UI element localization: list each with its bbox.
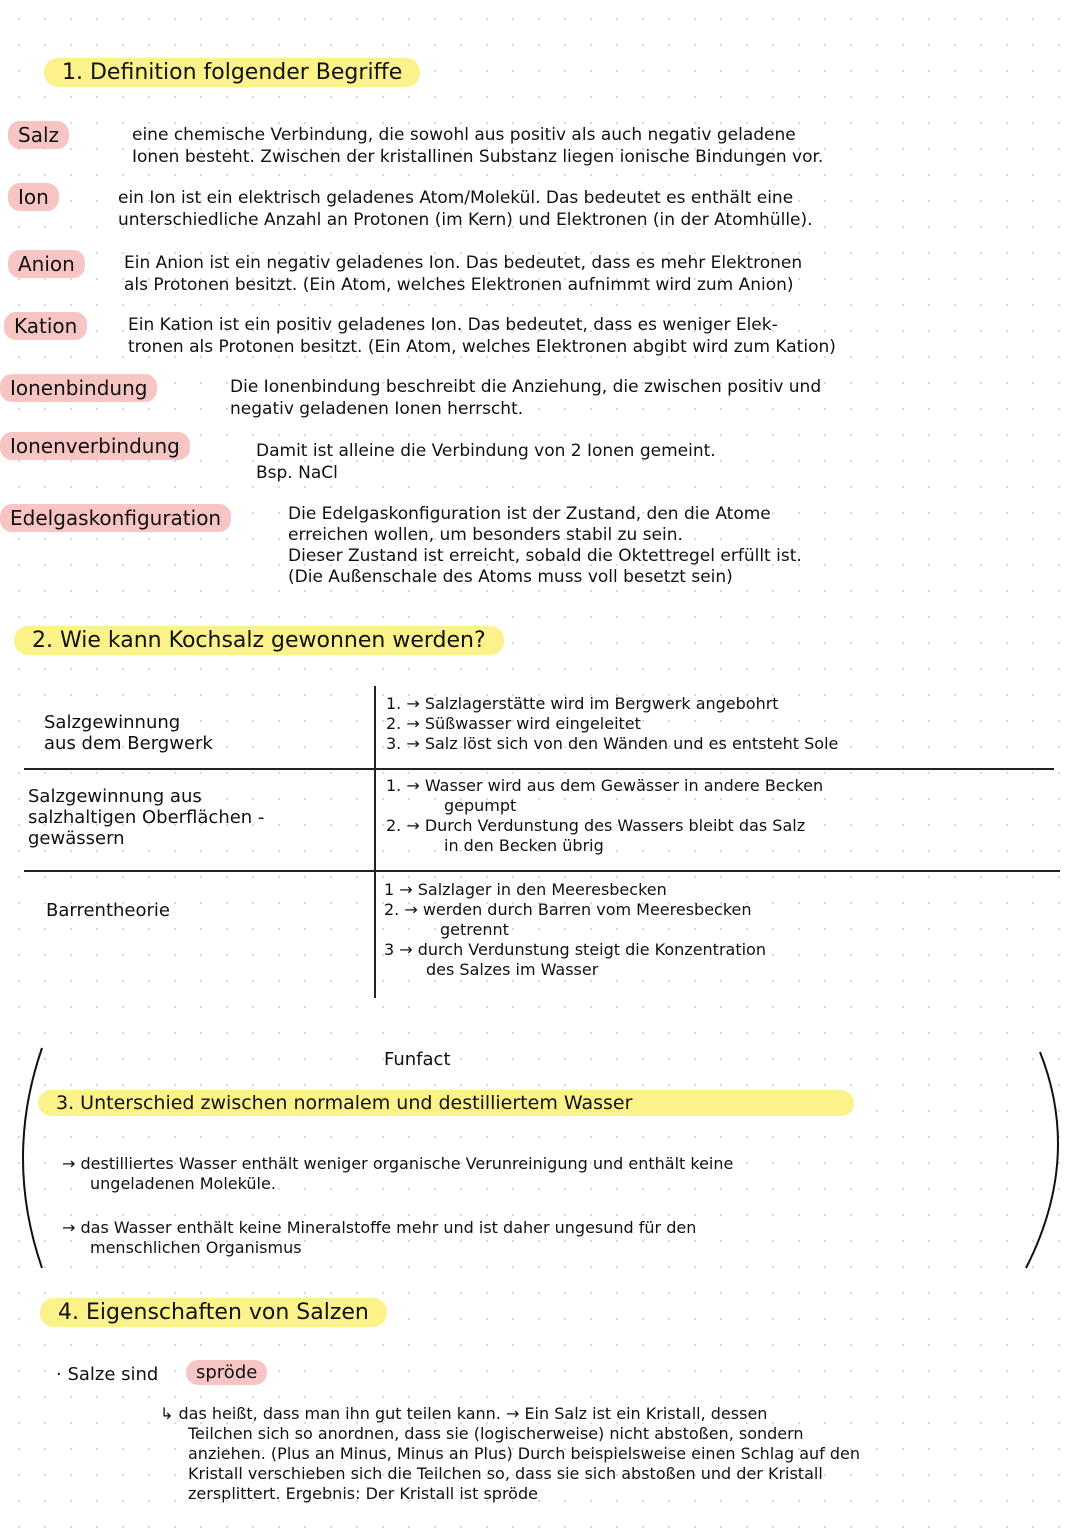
right-bracket	[1026, 1052, 1058, 1268]
section4-title: 4. Eigenschaften von Salzen	[40, 1298, 387, 1327]
row-barrentheorie-label: Barrentheorie	[46, 900, 170, 921]
section2-title: 2. Wie kann Kochsalz gewonnen werden?	[14, 626, 504, 655]
definition-ion: ein Ion ist ein elektrisch geladenes Atom/Molekül. Das bedeutet es enthält eine unterschiedliche Anzahl an Protonen (im Kern) und Elektronen (in der Atomhülle).	[118, 188, 813, 230]
term-anion: Anion	[8, 250, 85, 278]
definition-salz: eine chemische Verbindung, die sowohl aus positiv als auch negativ geladene Ionen besteht. Zwischen der kristallinen Substanz liegen ionische Bindungen vor.	[132, 125, 824, 167]
table-divider-1	[24, 768, 1054, 770]
row-bergwerk-label: Salzgewinnung aus dem Bergwerk	[44, 712, 213, 754]
row-bergwerk-steps: 1. → Salzlagerstätte wird im Bergwerk angebohrt 2. → Süßwasser wird eingeleitet 3. → Salz löst sich von den Wänden und es entsteht Sole	[386, 694, 839, 753]
left-bracket	[23, 1048, 42, 1268]
table-divider-2	[24, 870, 1060, 872]
term-ionenbindung: Ionenbindung	[0, 374, 157, 402]
row-oberflaechengewaesser-steps: 1. → Wasser wird aus dem Gewässer in andere Becken gepumpt 2. → Durch Verdunstung des Wassers bleibt das Salz in den Becken übrig	[386, 776, 824, 855]
spröde-explanation: ↳ das heißt, dass man ihn gut teilen kann. → Ein Salz ist ein Kristall, dessen Teilchen sich so anordnen, dass sie (logischerweise) nicht abstoßen, sondern anziehen. (Plus an Minus, Minus an Plus) Durch beispielsweise einen Schlag auf den Kristall verschieben sich die Teilchen so, dass sie sich abstoßen und der Kristall zersplittert. Ergebnis: Der Kristall ist spröde	[160, 1404, 861, 1503]
funfact-point-2: → das Wasser enthält keine Mineralstoffe mehr und ist daher ungesund für den menschlichen Organismus	[62, 1218, 697, 1257]
definition-kation: Ein Kation ist ein positiv geladenes Ion. Das bedeutet, dass es weniger Elek- tronen als Protonen besitzt. (Ein Atom, welches Elektronen abgibt wird zum Kation)	[128, 315, 836, 357]
row-oberflaechengewaesser-label: Salzgewinnung aus salzhaltigen Oberflächen - gewässern	[28, 786, 265, 849]
funfact-point-1: → destilliertes Wasser enthält weniger organische Verunreinigung und enthält keine ungeladenen Moleküle.	[62, 1154, 734, 1193]
section3-title: 3. Unterschied zwischen normalem und destilliertem Wasser	[38, 1090, 854, 1116]
term-edelgaskonfiguration: Edelgaskonfiguration	[0, 504, 231, 532]
term-kation: Kation	[4, 312, 87, 340]
salze-sind-text: · Salze sind	[56, 1364, 159, 1385]
definition-edelgaskonfiguration: Die Edelgaskonfiguration ist der Zustand, den die Atome erreichen wollen, um besonders stabil zu sein. Dieser Zustand ist erreicht, sobald die Oktettregel erfüllt ist. (Die Außenschale des Atoms muss voll besetzt sein)	[288, 504, 802, 587]
funfact-label: Funfact	[384, 1049, 451, 1070]
spröde-keyword: spröde	[186, 1360, 267, 1385]
section1-title: 1. Definition folgender Begriffe	[44, 58, 420, 87]
table-vertical-divider	[374, 686, 376, 998]
row-barrentheorie-steps: 1 → Salzlager in den Meeresbecken 2. → werden durch Barren vom Meeresbecken getrennt 3 → durch Verdunstung steigt die Konzentration des Salzes im Wasser	[384, 880, 766, 979]
term-salz: Salz	[8, 121, 69, 149]
definition-ionenbindung: Die Ionenbindung beschreibt die Anziehung, die zwischen positiv und negativ geladenen Ionen herrscht.	[230, 377, 822, 419]
term-ionenverbindung: Ionenverbindung	[0, 432, 190, 460]
definition-anion: Ein Anion ist ein negativ geladenes Ion. Das bedeutet, dass es mehr Elektronen als Protonen besitzt. (Ein Atom, welches Elektronen aufnimmt wird zum Anion)	[124, 253, 803, 295]
definition-ionenverbindung: Damit ist alleine die Verbindung von 2 Ionen gemeint. Bsp. NaCl	[256, 441, 716, 483]
term-ion: Ion	[8, 183, 59, 211]
